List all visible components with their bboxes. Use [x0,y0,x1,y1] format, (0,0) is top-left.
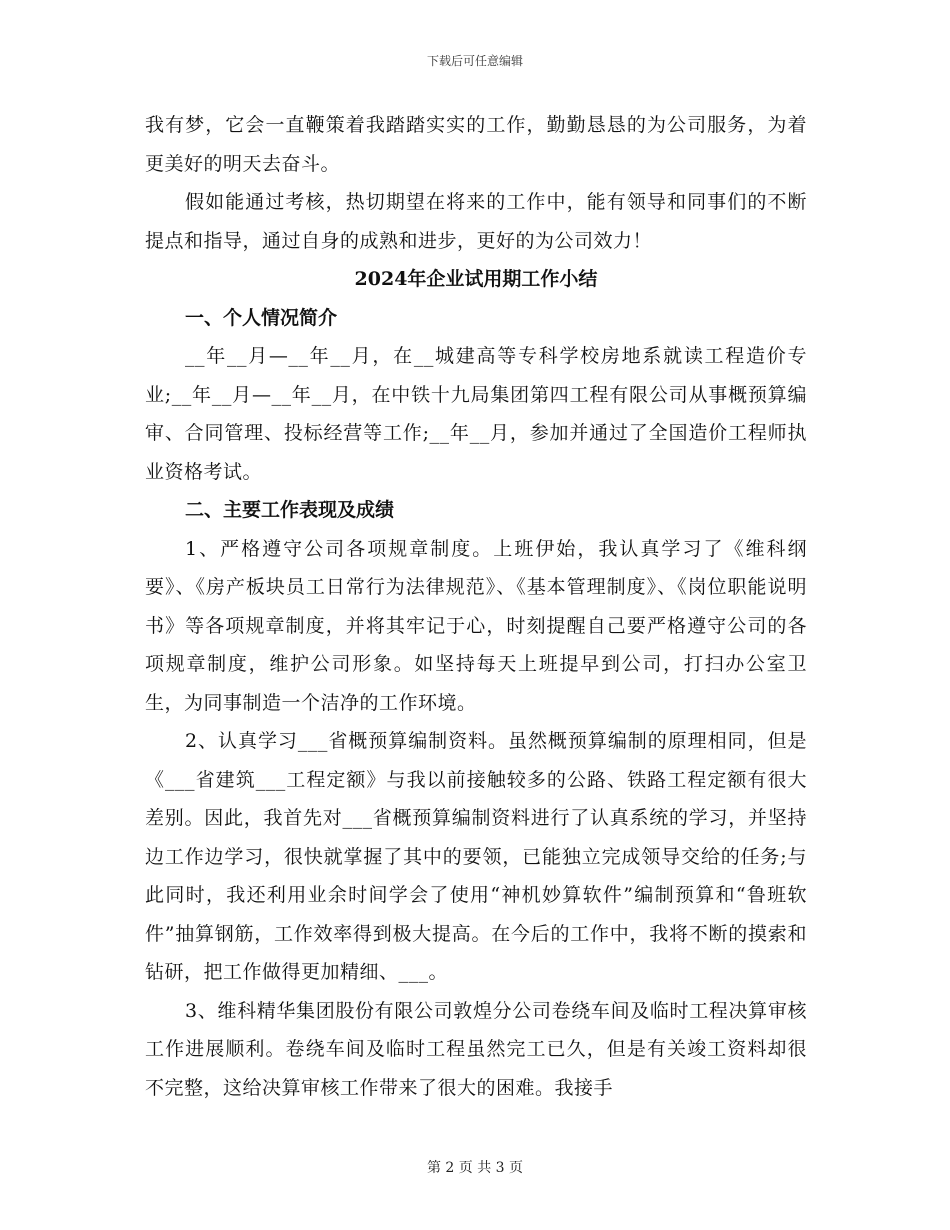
paragraph-item-2: 2、认真学习___省概预算编制资料。虽然概预算编制的原理相同，但是《___省建筑___工程定额》与我以前接触较多的公路、铁路工程定额有很大差别。因此，我首先对___省概预算编制资料进行了认真系统的学习，并坚持边工作边学习，很快就掌握了其中的要领，已能独立完成领导交给的任务;与此同时，我还利用业余时间学会了使用“神机妙算软件”编制预算和“鲁班软件”抽算钢筋，工作效率得到极大提高。在今后的工作中，我将不断的摸索和钻研，把工作做得更加精细、___。 [145,730,807,983]
paragraph-item-3: 3、维科精华集团股份有限公司敦煌分公司卷绕车间及临时工程决算审核工作进展顺利。卷绕车间及临时工程虽然完工已久，但是有关竣工资料却很不完整，这给决算审核工作带来了很大的困难。我接手 [145,999,807,1099]
document-title: 2024年企业试用期工作小结 [354,268,598,290]
paragraph-expectation: 假如能通过考核，热切期望在将来的工作中，能有领导和同事们的不断提点和指导，通过自身的成熟和进步，更好的为公司效力！ [145,191,807,252]
page-number-footer: 第 2 页 共 3 页 [426,1160,524,1176]
paragraph-dream: 我有梦，它会一直鞭策着我踏踏实实的工作，勤勤恳恳的为公司服务，为着更美好的明天去奋斗。 [145,114,807,175]
document-body [145,106,807,1107]
section-heading-personal: 一、个人情况简介 [185,306,338,329]
paragraph-item-1: 1、严格遵守公司各项规章制度。上班伊始，我认真学习了《维科纲要》、《房产板块员工日常行为法律规范》、《基本管理制度》、《岗位职能说明书》等各项规章制度，并将其牢记于心，时刻提醒自己要严格遵守公司的各项规章制度，维护公司形象。如坚持每天上班提早到公司，打扫办公室卫生，为同事制造一个洁净的工作环境。 [145,537,807,714]
section-heading-performance: 二、主要工作表现及成绩 [185,499,395,521]
paragraph-personal-info: __年__月—__年__月，在__城建高等专科学校房地系就读工程造价专业;__年__月—__年__月，在中铁十九局集团第四工程有限公司从事概预算编审、合同管理、投标经营等工作;__年__月，参加并通过了全国造价工程师执业资格考试。 [145,345,807,483]
page-header-note: 下载后可任意编辑 [426,54,523,68]
